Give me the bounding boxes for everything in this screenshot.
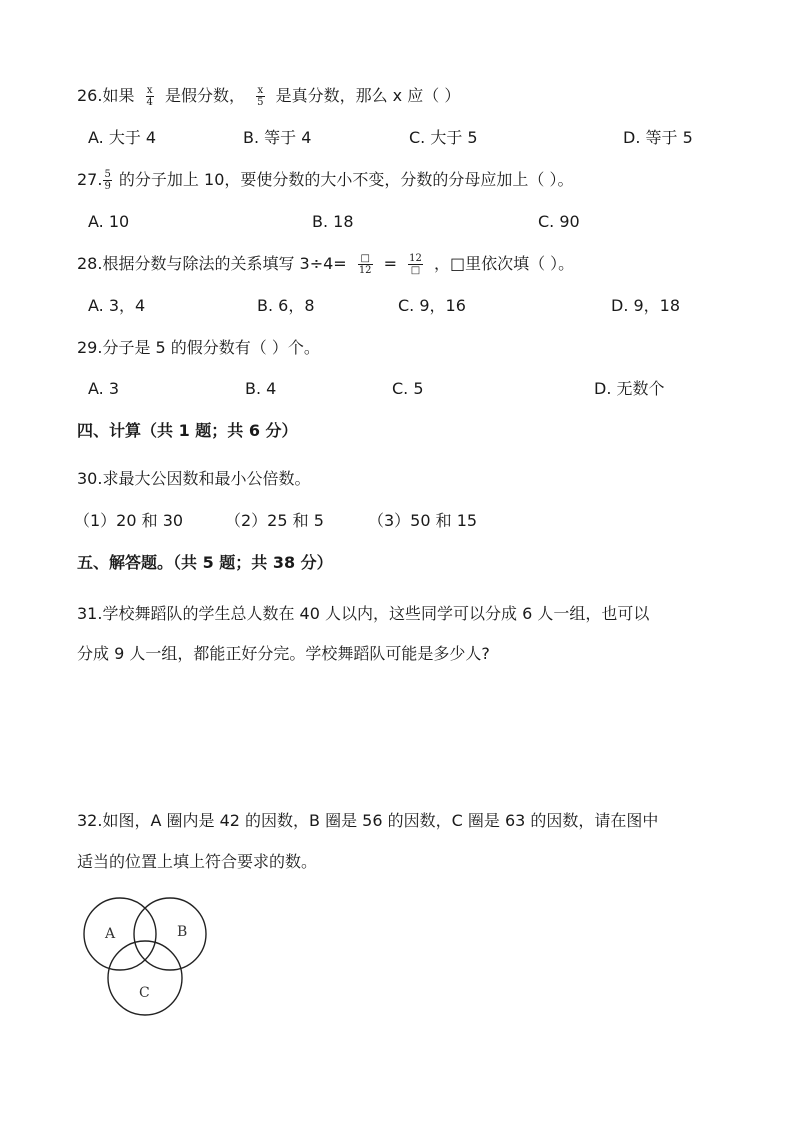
question-31-line-1: 31.学校舞蹈队的学生总人数在 40 人以内，这些同学可以分成 6 人一组，也可以 — [77, 604, 650, 623]
q29-option-b: B. 4 — [245, 379, 277, 398]
q28-frac2-denominator: □ — [410, 265, 421, 276]
q30-part-3: （3）50 和 15 — [368, 511, 478, 530]
q29-option-d: D. 无数个 — [594, 379, 665, 398]
q29-option-c: C. 5 — [392, 379, 424, 398]
q27-frac-denominator: 9 — [104, 181, 111, 192]
q27-option-c: C. 90 — [538, 212, 580, 231]
venn-label-c: C — [139, 985, 150, 1001]
question-27 — [77, 169, 573, 192]
q26-frac1-denominator: 4 — [146, 97, 153, 108]
venn-circle-c — [108, 941, 182, 1015]
question-28 — [77, 253, 574, 276]
q26-lead: 26.如果 — [77, 86, 135, 105]
q28-lead: 28.根据分数与除法的关系填写 3÷4= — [77, 254, 347, 273]
q28-equals: = — [383, 254, 398, 273]
question-32-line-2: 适当的位置上填上符合要求的数。 — [77, 852, 318, 871]
question-29: 29.分子是 5 的假分数有（ ）个。 — [77, 338, 320, 357]
venn-diagram — [77, 895, 217, 1025]
q26-frac1-numerator: x — [146, 85, 153, 96]
q28-frac2-numerator: 12 — [409, 253, 422, 264]
q28-frac1-numerator: □ — [358, 253, 373, 265]
q27-option-b: B. 18 — [312, 212, 354, 231]
q27-fraction — [103, 169, 111, 192]
venn-label-a: A — [105, 926, 116, 942]
q28-option-a: A. 3，4 — [88, 296, 146, 315]
q28-frac1-denominator: 12 — [358, 265, 372, 276]
section-5-heading: 五、解答题。（共 5 题；共 38 分） — [77, 553, 333, 572]
q26-option-c: C. 大于 5 — [409, 128, 478, 147]
question-26 — [77, 85, 460, 108]
q28-option-b: B. 6，8 — [257, 296, 315, 315]
q30-part-1: （1）20 和 30 — [74, 511, 184, 530]
q26-option-a: A. 大于 4 — [88, 128, 157, 147]
venn-label-b: B — [177, 924, 188, 940]
q30-part-2: （2）25 和 5 — [225, 511, 324, 530]
q26-frac2-numerator: x — [257, 85, 264, 96]
q27-option-a: A. 10 — [88, 212, 130, 231]
q26-frac2-denominator: 5 — [257, 97, 264, 108]
q27-lead: 27. — [77, 170, 103, 189]
q27-frac-numerator: 5 — [104, 169, 111, 180]
question-31-line-2: 分成 9 人一组，都能正好分完。学校舞蹈队可能是多少人? — [77, 644, 490, 663]
q28-option-d: D. 9，18 — [611, 296, 681, 315]
question-30: 30.求最大公因数和最小公倍数。 — [77, 469, 311, 488]
q29-option-a: A. 3 — [88, 379, 120, 398]
q26-fraction-1 — [146, 85, 154, 108]
q28-fraction-1 — [358, 253, 373, 276]
section-4-heading: 四、计算（共 1 题；共 6 分） — [77, 421, 298, 440]
q26-tail: 是真分数，那么 x 应（ ） — [275, 86, 461, 105]
q27-tail: 的分子加上 10，要使分数的大小不变，分数的分母应加上（ ）。 — [118, 170, 574, 189]
q26-option-d: D. 等于 5 — [623, 128, 693, 147]
q28-fraction-2 — [408, 253, 423, 276]
venn-circle-b — [134, 898, 206, 970]
q26-option-b: B. 等于 4 — [243, 128, 312, 147]
q26-fraction-2 — [256, 85, 264, 108]
q26-mid: 是假分数， — [165, 86, 246, 105]
q28-tail: ，□里依次填（ ）。 — [433, 254, 575, 273]
q28-option-c: C. 9，16 — [398, 296, 466, 315]
question-32-line-1: 32.如图，A 圈内是 42 的因数，B 圈是 56 的因数，C 圈是 63 的因数，请在图中 — [77, 811, 659, 830]
